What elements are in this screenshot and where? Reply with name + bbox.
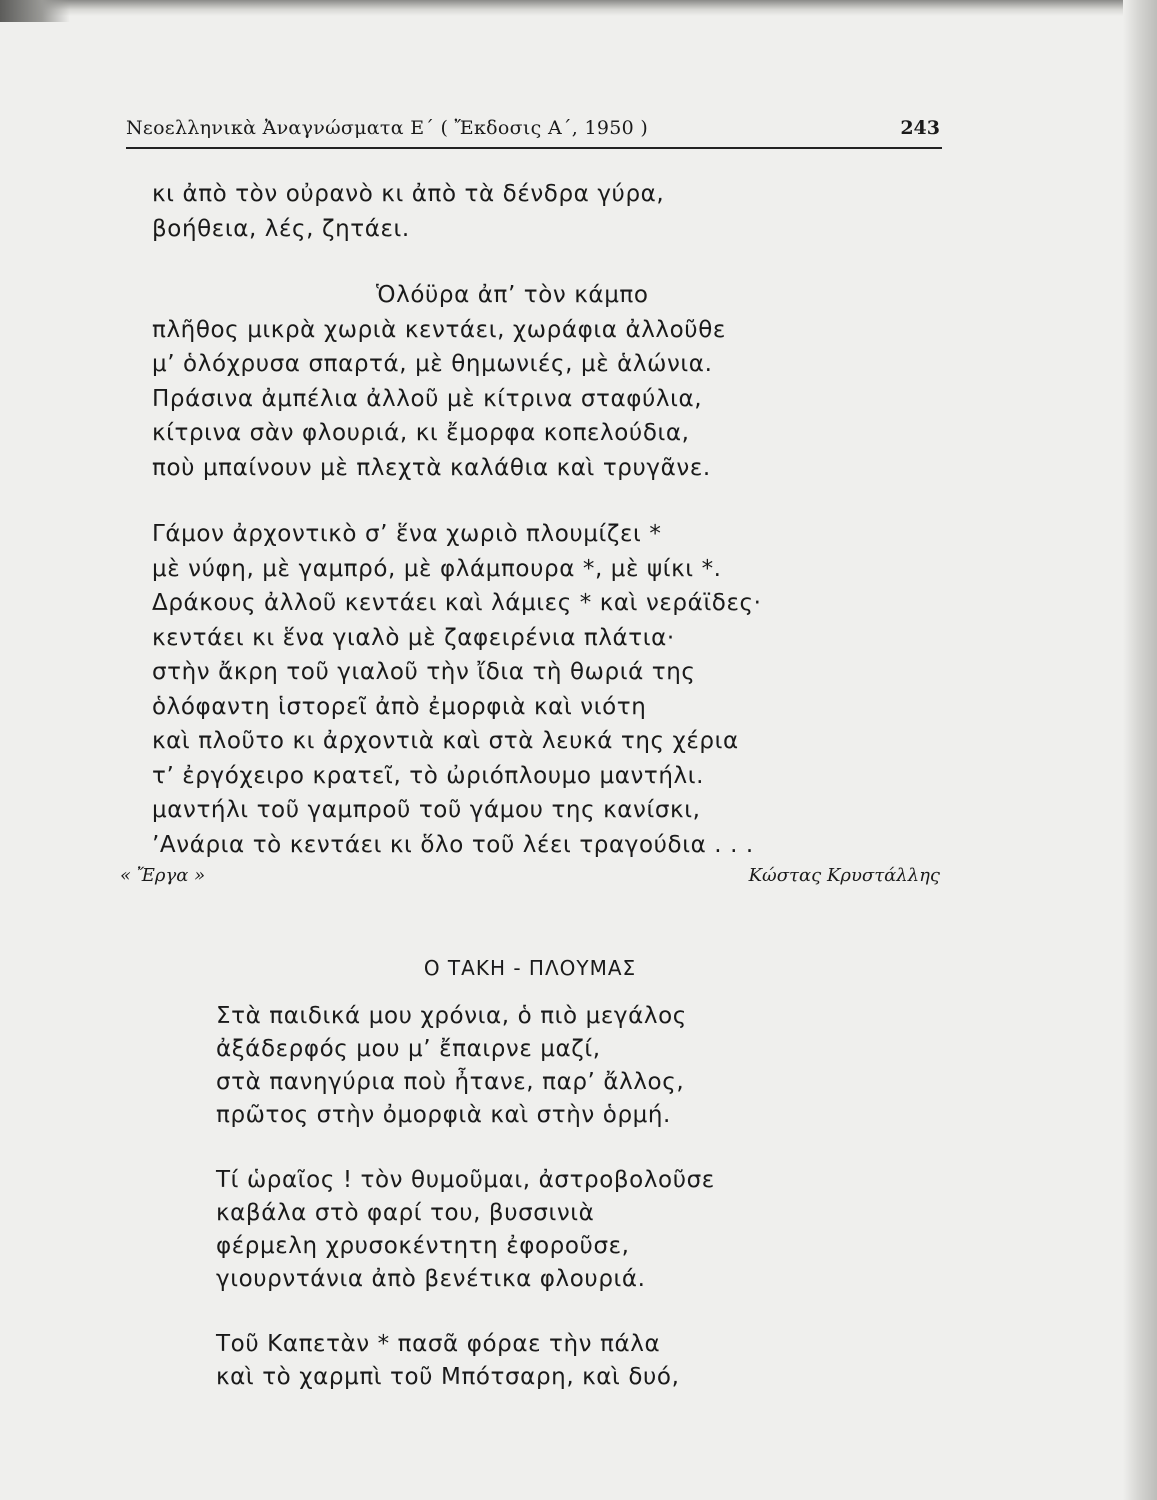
poem-line: μαντήλι τοῦ γαμπροῦ τοῦ γάμου της κανίσκι,: [152, 797, 701, 823]
running-header: [126, 115, 942, 149]
poem-line: κι ἀπὸ τὸν οὐρανὸ κι ἀπὸ τὰ δένδρα γύρα,: [152, 181, 665, 207]
poem-line: στὴν ἄκρη τοῦ γιαλοῦ τὴν ἴδια τὴ θωριά της: [152, 659, 696, 685]
poem-line: μ’ ὁλόχρυσα σπαρτά, μὲ θημωνιές, μὲ ἁλώνια.: [152, 351, 713, 377]
page-corner-shadow: [0, 0, 70, 22]
poem-author: Κώστας Κρυστάλλης: [748, 865, 940, 886]
poem-line: κεντάει κι ἕνα γιαλὸ μὲ ζαφειρένια πλάτια·: [152, 624, 675, 651]
poem-line: ἀξάδερφός μου μ’ ἔπαιρνε μαζί,: [216, 1036, 601, 1062]
poem-line: μὲ νύφη, μὲ γαμπρό, μὲ φλάμπουρα *, μὲ ψίκι *.: [152, 555, 722, 582]
poem-line: πλῆθος μικρὰ χωριὰ κεντάει, χωράφια ἀλλοῦθε: [152, 316, 726, 343]
stanza-break: [216, 1132, 715, 1164]
poem-line: καὶ τὸ χαρμπὶ τοῦ Μπότσαρη, καὶ δυό,: [216, 1364, 680, 1390]
poem-line: Ὁλόϋρα ἀπ’ τὸν κάμπο: [376, 282, 649, 308]
poem-line: γιουρντάνια ἀπὸ βενέτικα φλουριά.: [216, 1266, 646, 1292]
poem-line: Δράκους ἀλλοῦ κεντάει καὶ λάμιες * καὶ νεράϊδες·: [152, 590, 762, 616]
poem-line: πρῶτος στὴν ὀμορφιὰ καὶ στὴν ὁρμή.: [216, 1102, 671, 1128]
poem-line: τ’ ἐργόχειρο κρατεῖ, τὸ ὠριόπλουμο μαντήλι.: [152, 762, 705, 789]
poem-line: Πράσινα ἀμπέλια ἀλλοῦ μὲ κίτρινα σταφύλια,: [152, 385, 703, 412]
poem-line: Στὰ παιδικά μου χρόνια, ὁ πιὸ μεγάλος: [216, 1003, 687, 1029]
poem-taki-ploumas: [216, 1000, 715, 1394]
page-edge-shadow-right: [1123, 0, 1157, 1500]
poem-line: ποὺ μπαίνουν μὲ πλεχτὰ καλάθια καὶ τρυγᾶνε.: [152, 454, 711, 481]
poem-source: « Ἔργα »: [120, 865, 206, 886]
poem-line: ’Ανάρια τὸ κεντάει κι ὅλο τοῦ λέει τραγούδια . . .: [152, 831, 754, 858]
poem-line: ὁλόφαντη ἱστορεῖ ἀπὸ ἐμορφιὰ καὶ νιότη: [152, 693, 647, 720]
book-title: Νεοελληνικὰ Ἀναγνώσματα Ε΄ ( Ἔκδοσις Α΄, 1950 ): [126, 117, 649, 139]
poem-krystallis: [152, 177, 761, 862]
poem-line: φέρμελη χρυσοκέντητη ἐφοροῦσε,: [216, 1233, 630, 1259]
poem-line: Τοῦ Καπετὰν * πασᾶ φόραε τὴν πάλα: [216, 1331, 661, 1357]
stanza-break: [152, 485, 761, 517]
poem-line: καὶ πλοῦτο κι ἀρχοντιὰ καὶ στὰ λευκά της χέρια: [152, 728, 739, 754]
poem-line: βοήθεια, λές, ζητάει.: [152, 215, 410, 242]
poem-line: στὰ πανηγύρια ποὺ ἦτανε, παρ’ ἄλλος,: [216, 1069, 685, 1095]
stanza-break: [216, 1296, 715, 1328]
poem-line: Γάμον ἀρχοντικὸ σ’ ἕνα χωριὸ πλουμίζει *: [152, 521, 662, 547]
page-number: 243: [900, 117, 940, 139]
poem-line: κίτρινα σὰν φλουριά, κι ἔμορφα κοπελούδια,: [152, 420, 690, 446]
page-edge-shadow-top: [0, 0, 1157, 16]
poem-line: καβάλα στὸ φαρί του, βυσσινιὰ: [216, 1200, 595, 1226]
poem-line: Τί ὡραῖος ! τὸν θυμοῦμαι, ἀστροβολοῦσε: [216, 1167, 715, 1193]
poem-title: Ο ΤΑΚΗ - ΠΛΟΥΜΑΣ: [423, 956, 637, 980]
stanza-break: [152, 246, 761, 278]
